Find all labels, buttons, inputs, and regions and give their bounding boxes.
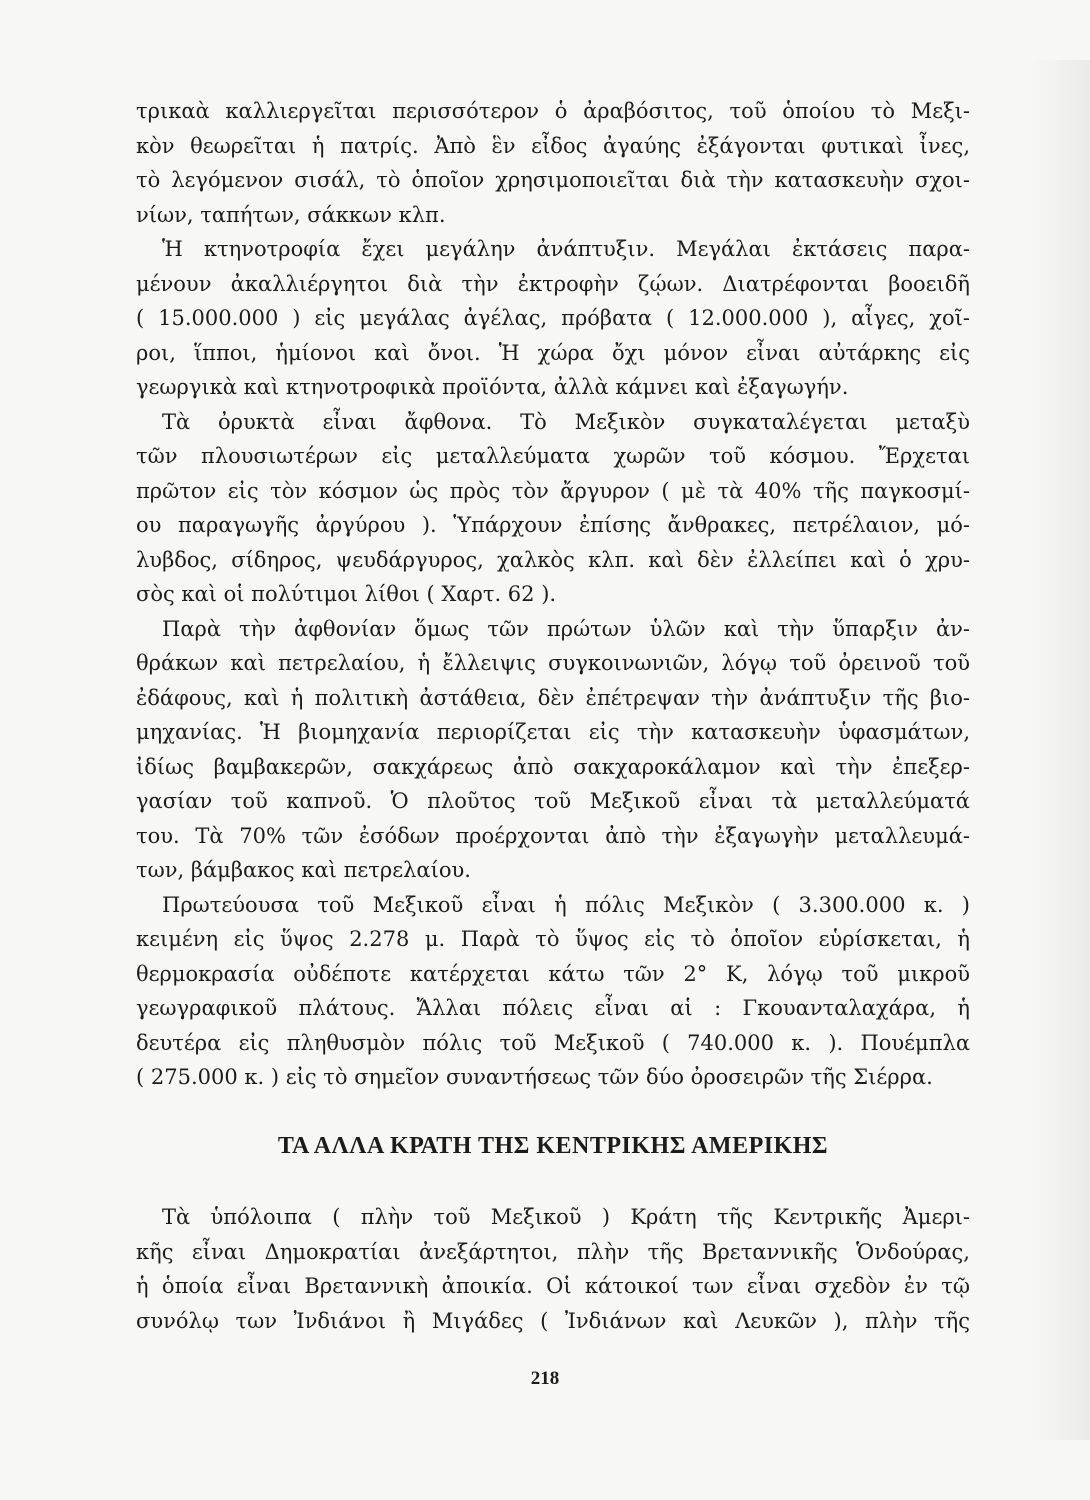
text-line: τρικαὰ καλλιεργεῖται περισσότερον ὁ ἀραβόσιτος, τοῦ ὁποίου τὸ Μεξι- (136, 99, 970, 123)
text-line: Παρὰ τὴν ἀφθονίαν ὅμως τῶν πρώτων ὑλῶν καὶ τὴν ὕπαρξιν ἀν- (162, 616, 970, 641)
page-number: 218 (530, 1368, 560, 1389)
text-line: γασίαν τοῦ καπνοῦ. Ὁ πλοῦτος τοῦ Μεξικοῦ εἶναι τὰ μεταλλεύματά (136, 789, 970, 813)
text-line: μένουν ἀκαλλιέργητοι διὰ τὴν ἐκτροφὴν ζῴων. Διατρέφονται βοοειδῆ (136, 271, 970, 296)
text-line: πρῶτον εἰς τὸν κόσμον ὡς πρὸς τὸν ἄργυρον ( μὲ τὰ 40% τῆς παγκοσμί- (136, 478, 970, 503)
text-line: μηχανίας. Ἡ βιομηχανία περιορίζεται εἰς τὴν κατασκευὴν ὑφασμάτων, (136, 720, 970, 744)
text-line: Τὰ ὀρυκτὰ εἶναι ἄφθονα. Τὸ Μεξικὸν συγκαταλέγεται μεταξὺ (162, 409, 970, 434)
text-line: γεωγραφικοῦ πλάτους. Ἄλλαι πόλεις εἶναι αἱ : Γκουανταλαχάρα, ἡ (136, 996, 970, 1020)
text-line: ἰδίως βαμβακερῶν, σακχάρεως ἀπὸ σακχαροκάλαμον καὶ τὴν ἐπεξερ- (136, 754, 970, 779)
text-line: ροι, ἵπποι, ἡμίονοι καὶ ὄνοι. Ἡ χώρα ὄχι μόνον εἶναι αὐτάρκης εἰς (136, 340, 970, 365)
text-line: Ἡ κτηνοτροφία ἔχει μεγάλην ἀνάπτυξιν. Μεγάλαι ἐκτάσεις παρα- (162, 237, 970, 261)
text-line: τῶν πλουσιωτέρων εἰς μεταλλεύματα χωρῶν τοῦ κόσμου. Ἔρχεται (136, 444, 970, 468)
text-line: ἐδάφους, καὶ ἡ πολιτικὴ ἀστάθεια, δὲν ἐπέτρεψαν τὴν ἀνάπτυξιν τῆς βιο- (136, 685, 970, 710)
body-text-top (136, 94, 970, 1095)
text-line: θερμοκρασία οὐδέποτε κατέρχεται κάτω τῶν 2° Κ, λόγῳ τοῦ μικροῦ (136, 961, 970, 986)
text-line: κειμένη εἰς ὕψος 2.278 μ. Παρὰ τὸ ὕψος εἰς τὸ ὁποῖον εὑρίσκεται, ἡ (136, 927, 970, 951)
text-line: θράκων καὶ πετρελαίου, ἡ ἔλλειψις συγκοινωνιῶν, λόγῳ τοῦ ὀρεινοῦ τοῦ (136, 651, 970, 675)
text-line: γεωργικὰ καὶ κτηνοτροφικὰ προϊόντα, ἀλλὰ κάμνει καὶ ἐξαγωγήν. (136, 375, 849, 399)
text-line: δευτέρα εἰς πληθυσμὸν πόλις τοῦ Μεξικοῦ ( 740.000 κ. ). Πουέμπλα (136, 1030, 970, 1055)
text-line: ( 275.000 κ. ) εἰς τὸ σημεῖον συναντήσεως τῶν δύο ὀροσειρῶν τῆς Σιέρρα. (136, 1065, 933, 1089)
section-heading: ΤΑ ΑΛΛΑ ΚΡΑΤΗ ΤΗΣ ΚΕΝΤΡΙΚΗΣ ΑΜΕΡΙΚΗΣ (277, 1133, 829, 1159)
text-line: τὸ λεγόμενον σισάλ, τὸ ὁποῖον χρησιμοποιεῖται διὰ τὴν κατασκευὴν σχοι- (136, 168, 970, 192)
text-line: κὸν θεωρεῖται ἡ πατρίς. Ἀπὸ ἓν εἶδος ἀγαύης ἐξάγονται φυτικαὶ ἶνες, (136, 133, 970, 158)
text-line: λυβδος, σίδηρος, ψευδάργυρος, χαλκὸς κλπ. καὶ δὲν ἐλλείπει καὶ ὁ χρυ- (136, 547, 970, 572)
text-line: κῆς εἶναι Δημοκρατίαι ἀνεξάρτητοι, πλὴν τῆς Βρεταννικῆς Ὁνδούρας, (136, 1239, 970, 1264)
text-line: νίων, ταπήτων, σάκκων κλπ. (136, 202, 446, 227)
text-line: του. Τὰ 70% τῶν ἐσόδων προέρχονται ἀπὸ τὴν ἐξαγωγὴν μεταλλευμά- (136, 823, 970, 848)
page-edge-shadow (1030, 60, 1090, 1440)
text-line: ( 15.000.000 ) εἰς μεγάλας ἀγέλας, πρόβατα ( 12.000.000 ), αἶγες, χοῖ- (136, 306, 970, 330)
text-line: σὸς καὶ οἱ πολύτιμοι λίθοι ( Χαρτ. 62 ). (136, 582, 557, 606)
body-text-bottom (136, 1200, 970, 1338)
text-line: ου παραγωγῆς ἀργύρου ). Ὑπάρχουν ἐπίσης ἄνθρακες, πετρέλαιον, μό- (136, 513, 970, 537)
text-line: Πρωτεύουσα τοῦ Μεξικοῦ εἶναι ἡ πόλις Μεξικὸν ( 3.300.000 κ. ) (162, 892, 970, 917)
text-line: Τὰ ὑπόλοιπα ( πλὴν τοῦ Μεξικοῦ ) Κράτη τῆς Κεντρικῆς Ἀμερι- (162, 1205, 970, 1229)
text-line: των, βάμβακος καὶ πετρελαίου. (136, 858, 471, 882)
text-line: ἡ ὁποία εἶναι Βρεταννικὴ ἀποικία. Οἱ κάτοικοί των εἶναι σχεδὸν ἐν τῷ (136, 1274, 970, 1298)
text-line: συνόλῳ των Ἰνδιάνοι ἢ Μιγάδες ( Ἰνδιάνων καὶ Λευκῶν ), πλὴν τῆς (136, 1308, 970, 1333)
